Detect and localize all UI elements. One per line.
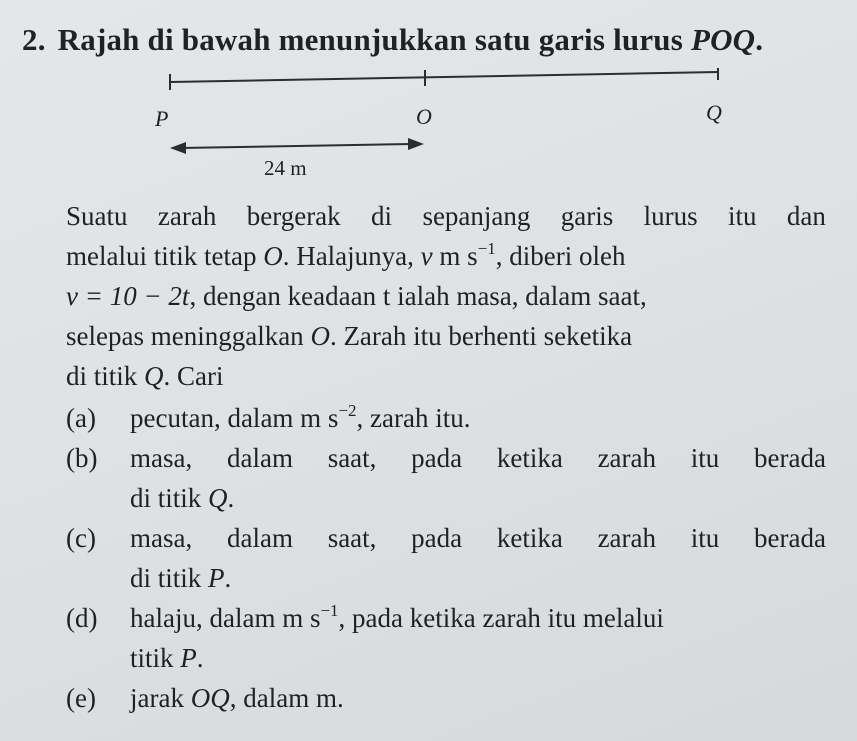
velocity-equation: v = 10 − 2t bbox=[66, 281, 190, 311]
part-a: (a) pecutan, dalam m $s^{-2}$, zarah itu. bbox=[66, 398, 826, 438]
line-diagram-graphic bbox=[140, 68, 740, 188]
part-b: (b) masa, dalam saat, pada ketika zarah itu berada di titik Q. bbox=[66, 438, 826, 518]
passage-line-5: di titik Q. Cari bbox=[66, 361, 224, 391]
arrow-head-right bbox=[408, 138, 424, 150]
distance-label: 24 m bbox=[264, 156, 307, 180]
part-a-label: (a) bbox=[66, 403, 96, 433]
distance-arrow-line bbox=[180, 144, 412, 148]
line-name-poq: POQ bbox=[690, 22, 756, 57]
point-label-q: Q bbox=[706, 100, 722, 125]
question-number: 2. bbox=[22, 22, 46, 57]
part-c-label: (c) bbox=[66, 523, 96, 553]
part-c: (c) masa, dalam saat, pada ketika zarah itu berada di titik P. bbox=[66, 518, 826, 598]
part-b-label: (b) bbox=[66, 443, 98, 473]
question-parts bbox=[66, 398, 826, 718]
line-diagram bbox=[140, 68, 740, 188]
point-label-p: P bbox=[155, 106, 169, 131]
part-d-label: (d) bbox=[66, 603, 98, 633]
part-d: (d) halaju, dalam m $s^{-1}$, pada ketika zarah itu melalui titik P. bbox=[66, 598, 826, 678]
passage-line-3: v = 10 − 2t, dengan keadaan t ialah masa, dalam saat, bbox=[66, 281, 647, 311]
passage-line-2: melalui titik tetap O. Halajunya, v m $s^{-1}$, diberi oleh bbox=[66, 239, 626, 271]
point-label-o: O bbox=[416, 104, 432, 129]
question-passage bbox=[66, 196, 826, 396]
question-heading: 2. Rajah di bawah menunjukkan satu garis lurus POQ. bbox=[22, 22, 764, 57]
part-e: (e) jarak OQ, dalam m. bbox=[66, 678, 826, 718]
arrow-head-left bbox=[170, 142, 186, 154]
part-e-label: (e) bbox=[66, 683, 96, 713]
question-heading-text: Rajah di bawah menunjukkan satu garis lurus bbox=[57, 22, 691, 57]
straight-line-poq bbox=[170, 72, 718, 82]
passage-line-4: selepas meninggalkan O. Zarah itu berhenti seketika bbox=[66, 321, 633, 351]
passage-line-1: Suatu zarah bergerak di sepanjang garis lurus itu dan bbox=[66, 201, 826, 231]
